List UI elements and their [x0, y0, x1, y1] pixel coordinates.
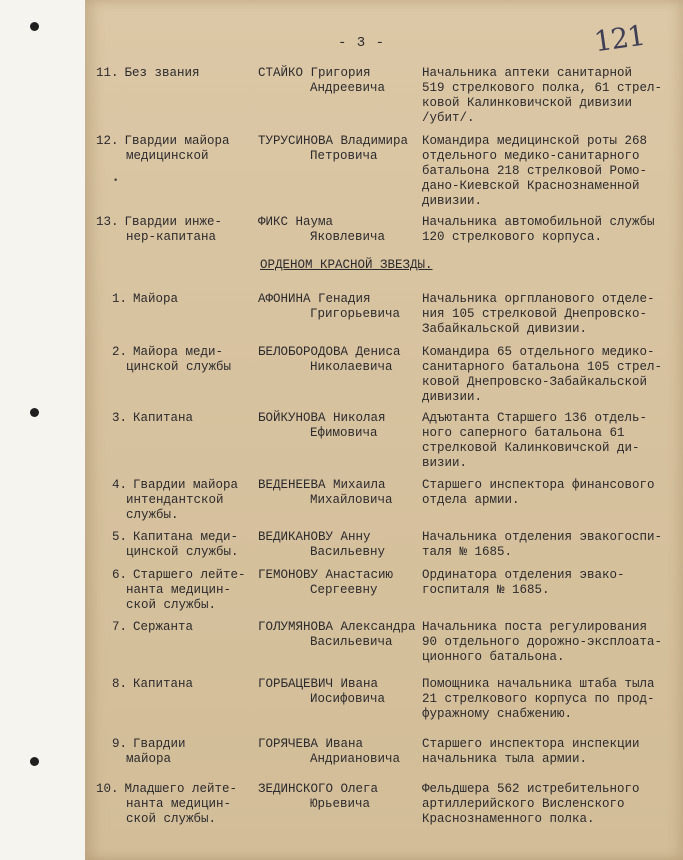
entry-rank-line: 8. Капитана [112, 677, 194, 691]
position-line: Командира медицинской роты 268 [422, 134, 648, 148]
entry-surname: ГОРЯЧЕВА Ивана [258, 737, 364, 751]
entry-number: 4. [112, 478, 128, 492]
entry-rank-line: медицинской [126, 149, 209, 163]
entry-position [422, 345, 667, 405]
entry-name [258, 568, 418, 598]
position-line: госпиталя № 1685. [422, 583, 550, 597]
pen-mark: • [113, 176, 119, 186]
handwritten-page-number: 121 [591, 18, 647, 59]
position-line: дивизии. [422, 390, 483, 404]
position-line: Старшего инспектора инспекции [422, 737, 640, 751]
entry-number: 2. [112, 345, 128, 359]
entry-name [258, 737, 418, 767]
entry-rank-line: 4. Гвардии майора [112, 478, 239, 492]
entry-surname: ГОЛУМЯНОВА Александра [258, 620, 416, 634]
entry-name [258, 530, 418, 560]
entry-rank-line: 11. Без звания [96, 66, 200, 80]
entry-number: 7. [112, 620, 128, 634]
position-line: дивизии. [422, 194, 483, 208]
entry-name [258, 292, 418, 322]
entry-position [422, 215, 667, 245]
punch-hole [30, 757, 39, 766]
entry-patronymic: Николаевича [310, 360, 393, 374]
position-line: ковой Днепровско-Забайкальской [422, 375, 648, 389]
entry-position [422, 66, 667, 126]
position-line: Начальника аптеки санитарной [422, 66, 633, 80]
entry-rank-line: 3. Капитана [112, 411, 194, 425]
entry-patronymic: Иосифовича [310, 692, 386, 706]
entry-surname: ВЕДИКАНОВУ Анну [258, 530, 371, 544]
entry-patronymic: Григорьевича [310, 307, 401, 321]
position-line: 21 стрелкового корпуса по прод- [422, 692, 655, 706]
entry-rank-line: интендантской [126, 493, 224, 507]
entry-rank-line: цинской службы [126, 360, 232, 374]
entry-number: 6. [112, 568, 128, 582]
entry-position [422, 411, 667, 471]
position-line: таля № 1685. [422, 545, 513, 559]
entry-name [258, 782, 418, 812]
entry-position [422, 292, 667, 337]
entry-patronymic: Юрьевича [310, 797, 371, 811]
punch-hole [30, 22, 39, 31]
position-line: 120 стрелкового корпуса. [422, 230, 603, 244]
position-line: Ординатора отделения эвако- [422, 568, 625, 582]
entry-surname: ГОРБАЦЕВИЧ Ивана [258, 677, 379, 691]
position-line: ционного батальона. [422, 650, 565, 664]
section-heading: ОРДЕНОМ КРАСНОЙ ЗВЕЗДЫ. [260, 258, 433, 272]
entry-rank-line: 10. Младшего лейте- [96, 782, 238, 796]
position-line: 90 отдельного дорожно-эксплоата- [422, 635, 663, 649]
position-line: Адъютанта Старшего 136 отдель- [422, 411, 648, 425]
position-line: Старшего инспектора финансового [422, 478, 655, 492]
entry-position [422, 782, 667, 827]
entry-patronymic: Сергеевну [310, 583, 378, 597]
entry-position [422, 530, 667, 560]
entry-surname: ТУРУСИНОВА Владимира [258, 134, 409, 148]
entry-number: 12. [96, 134, 119, 148]
position-line: начальника тыла армии. [422, 752, 588, 766]
entry-name [258, 620, 418, 650]
entry-name [258, 66, 418, 96]
position-line: Помощника начальника штаба тыла [422, 677, 655, 691]
entry-position [422, 737, 667, 767]
entry-patronymic: Петровича [310, 149, 378, 163]
position-line: Начальника поста регулирования [422, 620, 648, 634]
entry-rank-line: 1. Майора [112, 292, 179, 306]
entry-rank-line: нанта медицин- [126, 583, 232, 597]
entry-rank-line: 2. Майора меди- [112, 345, 224, 359]
entry-position [422, 568, 667, 598]
position-line: ного саперного батальона 61 [422, 426, 625, 440]
position-line: санитарного батальона 105 стрел- [422, 360, 663, 374]
entry-rank-line: нанта медицин- [126, 797, 232, 811]
entry-surname: АФОНИНА Генадия [258, 292, 371, 306]
position-line: 519 стрелкового полка, 61 стрел- [422, 81, 663, 95]
entry-name [258, 134, 418, 164]
position-line: ковой Калинковичской дивизии [422, 96, 633, 110]
entry-number: 9. [112, 737, 128, 751]
entry-name [258, 215, 418, 245]
entry-number: 8. [112, 677, 128, 691]
position-line: дано-Киевской Краснознаменной [422, 179, 640, 193]
position-line: Фельдшера 562 истребительного [422, 782, 640, 796]
position-line: Краснознаменного полка. [422, 812, 595, 826]
entry-rank-line: ской службы. [126, 598, 217, 612]
entry-surname: СТАЙКО Григория [258, 66, 371, 80]
entry-surname: ФИКС Наума [258, 215, 334, 229]
position-line: стрелковой Калинковичской ди- [422, 441, 640, 455]
entry-rank-line: 5. Капитана меди- [112, 530, 239, 544]
entry-rank-line: цинской службы. [126, 545, 239, 559]
entry-position [422, 620, 667, 665]
entry-number: 5. [112, 530, 128, 544]
entry-rank-line: нер-капитана [126, 230, 217, 244]
position-line: батальона 218 стрелковой Ромо- [422, 164, 648, 178]
entry-surname: ВЕДЕНЕЕВА Михаила [258, 478, 386, 492]
position-line: артиллерийского Висленского [422, 797, 625, 811]
entry-surname: БОЙКУНОВА Николая [258, 411, 386, 425]
entry-rank-line: 12. Гвардии майора [96, 134, 230, 148]
entry-rank-line: 7. Сержанта [112, 620, 194, 634]
entry-rank-line: 9. Гвардии [112, 737, 186, 751]
entry-patronymic: Васильевну [310, 545, 386, 559]
entry-patronymic: Васильевича [310, 635, 393, 649]
entry-rank-line: ской службы. [126, 812, 217, 826]
entry-name [258, 677, 418, 707]
entry-rank-line: 6. Старшего лейте- [112, 568, 246, 582]
entry-patronymic: Андриановича [310, 752, 401, 766]
position-line: Начальника автомобильной службы [422, 215, 655, 229]
position-line: фуражному снабжению. [422, 707, 573, 721]
entry-number: 11. [96, 66, 119, 80]
entry-number: 13. [96, 215, 119, 229]
position-line: Командира 65 отдельного медико- [422, 345, 655, 359]
entry-position [422, 677, 667, 722]
position-line: Забайкальской дивизии. [422, 322, 588, 336]
page-number: - 3 - [338, 35, 386, 51]
entry-name [258, 345, 418, 375]
position-line: /убит/. [422, 111, 475, 125]
entry-surname: БЕЛОБОРОДОВА Дениса [258, 345, 401, 359]
entry-surname: ГЕМОНОВУ Анастасию [258, 568, 394, 582]
entry-number: 1. [112, 292, 128, 306]
entry-rank-line: службы. [126, 508, 179, 522]
entry-patronymic: Михайловича [310, 493, 393, 507]
position-line: Начальника отделения эвакогоспи- [422, 530, 663, 544]
entry-position [422, 478, 667, 508]
entry-rank-line: майора [126, 752, 172, 766]
entry-name [258, 478, 418, 508]
position-line: ния 105 стрелковой Днепровско- [422, 307, 648, 321]
entry-surname: ЗЕДИНСКОГО Олега [258, 782, 379, 796]
entry-position [422, 134, 667, 209]
position-line: Начальника оргпланового отделе- [422, 292, 655, 306]
entry-patronymic: Ефимовича [310, 426, 378, 440]
position-line: визии. [422, 456, 468, 470]
punch-hole [30, 408, 39, 417]
position-line: отдельного медико-санитарного [422, 149, 640, 163]
entry-rank-line: 13. Гвардии инже- [96, 215, 223, 229]
entry-patronymic: Яковлевича [310, 230, 386, 244]
entry-number: 3. [112, 411, 128, 425]
position-line: отдела армии. [422, 493, 520, 507]
entry-number: 10. [96, 782, 119, 796]
entry-name [258, 411, 418, 441]
entry-patronymic: Андреевича [310, 81, 386, 95]
